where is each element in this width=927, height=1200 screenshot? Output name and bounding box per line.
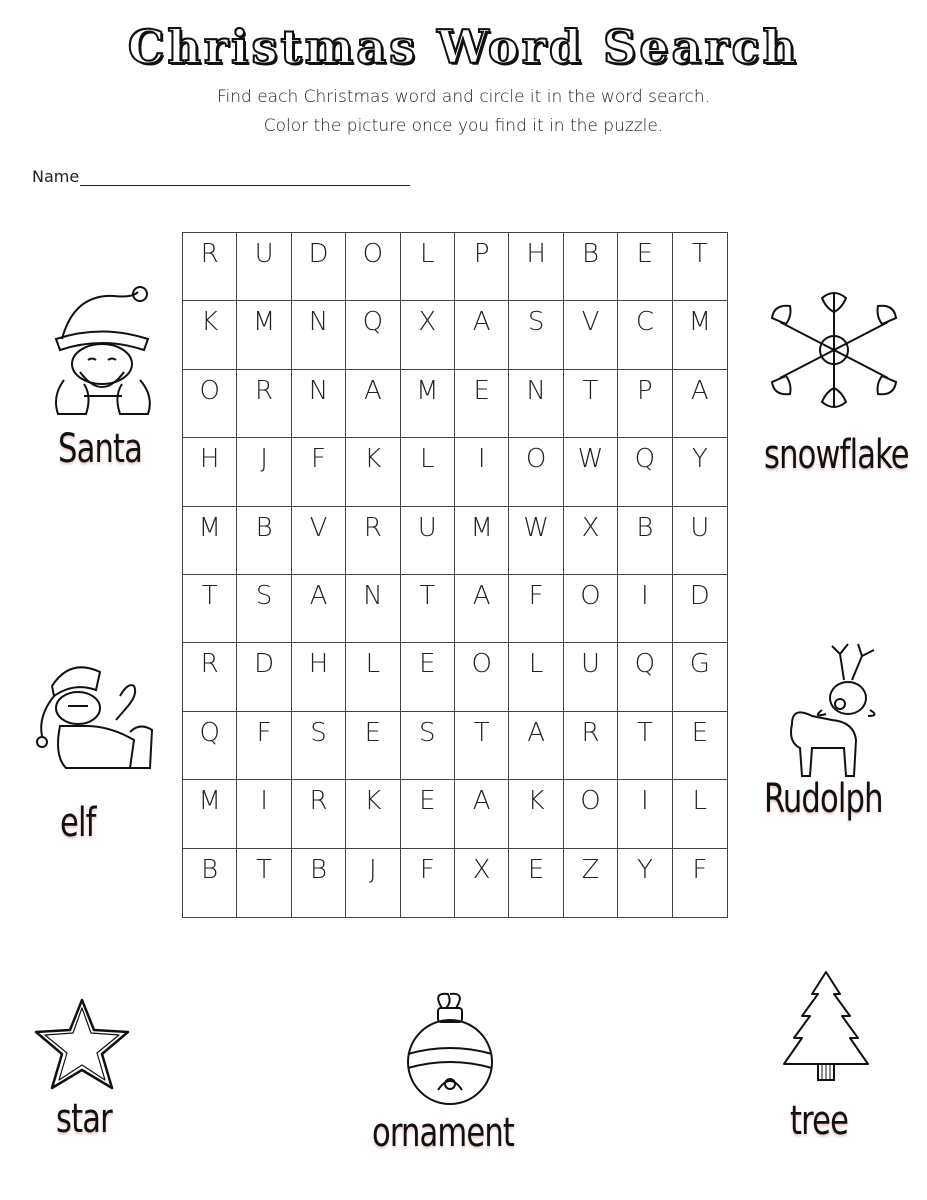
grid-cell[interactable]: E — [509, 849, 563, 917]
grid-cell[interactable]: T — [183, 575, 237, 643]
grid-cell[interactable]: Q — [346, 301, 400, 369]
name-field[interactable] — [32, 167, 410, 186]
grid-cell[interactable]: O — [183, 370, 237, 438]
grid-cell[interactable]: I — [237, 780, 291, 848]
grid-cell[interactable]: N — [292, 301, 346, 369]
grid-cell[interactable]: L — [346, 643, 400, 711]
grid-cell[interactable]: I — [618, 575, 672, 643]
word-ornament: ornament — [372, 1110, 515, 1156]
grid-cell[interactable]: S — [401, 712, 455, 780]
grid-cell[interactable]: E — [618, 233, 672, 301]
grid-cell[interactable]: G — [673, 643, 727, 711]
grid-cell[interactable]: U — [401, 507, 455, 575]
grid-cell[interactable]: D — [237, 643, 291, 711]
word-snowflake: snowflake — [764, 432, 909, 478]
grid-cell[interactable]: K — [346, 780, 400, 848]
grid-cell[interactable]: A — [673, 370, 727, 438]
grid-cell[interactable]: S — [237, 575, 291, 643]
tree-icon — [780, 968, 872, 1086]
grid-cell[interactable]: T — [618, 712, 672, 780]
grid-cell[interactable]: T — [401, 575, 455, 643]
grid-cell[interactable]: M — [673, 301, 727, 369]
grid-cell[interactable]: B — [292, 849, 346, 917]
grid-cell[interactable]: T — [455, 712, 509, 780]
grid-cell[interactable]: V — [564, 301, 618, 369]
grid-cell[interactable]: M — [401, 370, 455, 438]
grid-cell[interactable]: C — [618, 301, 672, 369]
snowflake-icon — [766, 288, 902, 412]
grid-cell[interactable]: B — [618, 507, 672, 575]
grid-cell[interactable]: F — [401, 849, 455, 917]
grid-cell[interactable]: F — [292, 438, 346, 506]
grid-cell[interactable]: E — [401, 780, 455, 848]
page-title: Christmas Word Search — [127, 20, 800, 74]
grid-cell[interactable]: H — [292, 643, 346, 711]
grid-cell[interactable]: K — [346, 438, 400, 506]
grid-cell[interactable]: Y — [618, 849, 672, 917]
grid-cell[interactable]: O — [564, 780, 618, 848]
name-label: Name — [32, 167, 80, 186]
grid-cell[interactable]: D — [292, 233, 346, 301]
grid-cell[interactable]: V — [292, 507, 346, 575]
grid-cell[interactable]: L — [401, 233, 455, 301]
santa-icon — [44, 284, 160, 424]
grid-cell[interactable]: E — [346, 712, 400, 780]
elf-icon — [30, 656, 158, 772]
grid-cell[interactable]: Q — [183, 712, 237, 780]
grid-cell[interactable]: S — [509, 301, 563, 369]
grid-cell[interactable]: A — [346, 370, 400, 438]
grid-cell[interactable]: M — [183, 780, 237, 848]
grid-cell[interactable]: X — [455, 849, 509, 917]
grid-cell[interactable]: Z — [564, 849, 618, 917]
grid-cell[interactable]: M — [183, 507, 237, 575]
grid-cell[interactable]: O — [564, 575, 618, 643]
grid-cell[interactable]: N — [509, 370, 563, 438]
grid-cell[interactable]: X — [564, 507, 618, 575]
grid-cell[interactable]: Q — [618, 438, 672, 506]
reindeer-icon — [782, 640, 882, 780]
grid-cell[interactable]: S — [292, 712, 346, 780]
grid-cell[interactable]: X — [401, 301, 455, 369]
grid-cell[interactable]: O — [455, 643, 509, 711]
grid-cell[interactable]: L — [673, 780, 727, 848]
grid-cell[interactable]: F — [237, 712, 291, 780]
grid-cell[interactable]: A — [455, 575, 509, 643]
grid-cell[interactable]: L — [509, 643, 563, 711]
instruction-line-2: Color the picture once you find it in the puzzle. — [263, 116, 664, 136]
grid-cell[interactable]: D — [673, 575, 727, 643]
grid-cell[interactable]: M — [455, 507, 509, 575]
grid-cell[interactable]: F — [509, 575, 563, 643]
grid-cell[interactable]: F — [692, 854, 708, 885]
grid-cell[interactable]: B — [183, 849, 237, 917]
grid-cell[interactable]: E — [673, 712, 727, 780]
grid-cell[interactable]: U — [564, 643, 618, 711]
grid-cell[interactable]: U — [237, 233, 291, 301]
grid-cell[interactable]: N — [292, 370, 346, 438]
grid-cell[interactable]: J — [346, 849, 400, 917]
grid-cell[interactable]: I — [618, 780, 672, 848]
grid-cell[interactable]: L — [401, 438, 455, 506]
word-elf: elf — [60, 800, 96, 846]
grid-cell[interactable]: E — [401, 643, 455, 711]
grid-cell[interactable]: A — [509, 712, 563, 780]
grid-cell[interactable]: W — [564, 438, 618, 506]
grid-cell[interactable]: T — [237, 849, 291, 917]
word-star: star — [56, 1096, 112, 1142]
grid-cell[interactable]: M — [237, 301, 291, 369]
grid-cell[interactable]: J — [237, 438, 291, 506]
grid-cell[interactable]: I — [455, 438, 509, 506]
grid-cell[interactable]: R — [183, 643, 237, 711]
instruction-line-1: Find each Christmas word and circle it in the word search. — [216, 87, 710, 107]
grid-cell[interactable]: R — [564, 712, 618, 780]
grid-cell[interactable]: K — [183, 301, 237, 369]
grid-cell[interactable]: R — [292, 780, 346, 848]
grid-cell[interactable]: W — [509, 507, 563, 575]
grid-cell[interactable]: E — [455, 370, 509, 438]
grid-cell[interactable]: U — [673, 507, 727, 575]
grid-cell[interactable]: O — [509, 438, 563, 506]
grid-cell[interactable]: O — [346, 233, 400, 301]
grid-cell[interactable]: P — [455, 233, 509, 301]
grid-cell[interactable]: B — [564, 233, 618, 301]
star-icon — [30, 994, 134, 1094]
word-tree: tree — [790, 1098, 849, 1144]
word-rudolph: Rudolph — [764, 776, 883, 822]
grid-cell[interactable]: A — [292, 575, 346, 643]
grid-cell[interactable]: B — [237, 507, 291, 575]
grid-cell[interactable]: Q — [618, 643, 672, 711]
grid-cell[interactable]: A — [455, 780, 509, 848]
grid-cell[interactable]: T — [673, 233, 727, 301]
grid-cell[interactable]: N — [346, 575, 400, 643]
grid-cell[interactable]: T — [564, 370, 618, 438]
grid-cell[interactable]: R — [237, 370, 291, 438]
name-line[interactable] — [80, 170, 410, 186]
word-search-grid — [182, 232, 728, 918]
grid-cell[interactable]: R — [183, 233, 237, 301]
word-santa: Santa — [58, 426, 143, 472]
grid-cell[interactable]: R — [346, 507, 400, 575]
ornament-icon — [398, 990, 502, 1106]
grid-cell[interactable]: K — [509, 780, 563, 848]
grid-cell[interactable]: H — [509, 233, 563, 301]
grid-cell[interactable]: P — [618, 370, 672, 438]
grid-cell[interactable]: A — [455, 301, 509, 369]
grid-cell[interactable]: H — [183, 438, 237, 506]
grid-cell[interactable]: Y — [673, 438, 727, 506]
